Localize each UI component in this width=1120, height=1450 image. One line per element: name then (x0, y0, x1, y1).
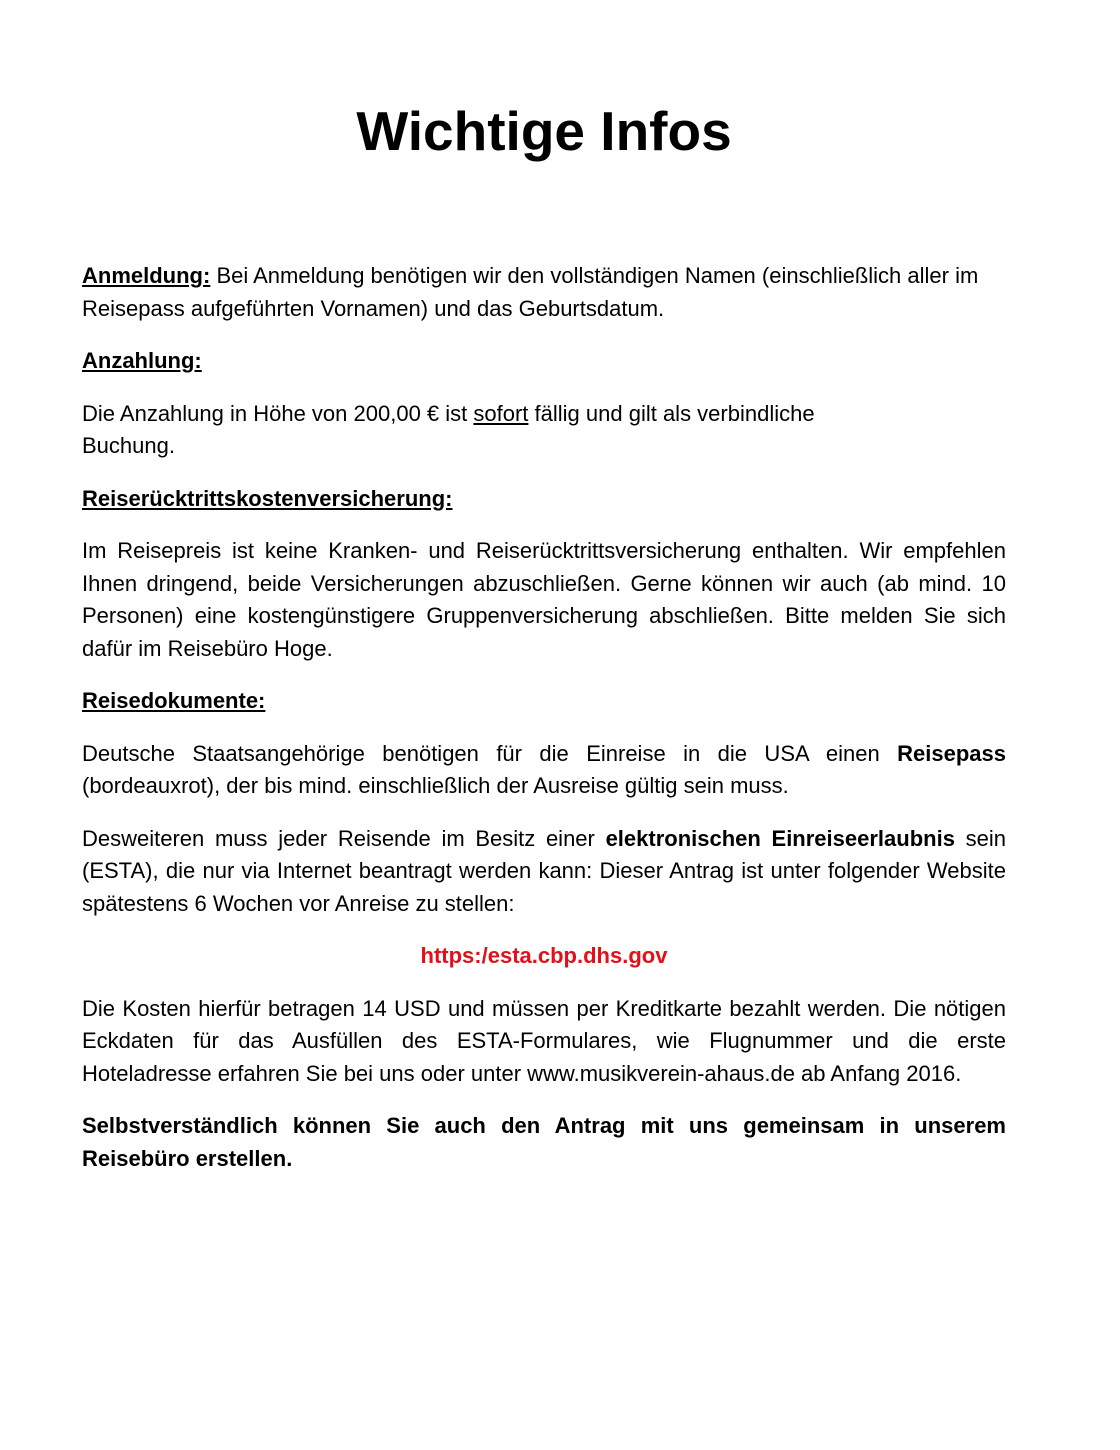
anzahlung-heading: Anzahlung: (82, 348, 202, 373)
reisepass-text-after: (bordeauxrot), der bis mind. einschließlich der Ausreise gültig sein muss. (82, 773, 789, 798)
anmeldung-text: Bei Anmeldung benötigen wir den vollständigen Namen (einschließlich aller im Reisepass aufgeführten Vornamen) und das Geburtsdatum. (82, 263, 979, 321)
esta-bold: elektronischen Einreiseerlaubnis (605, 825, 955, 851)
kosten-paragraph: Die Kosten hierfür betragen 14 USD und müssen per Kreditkarte bezahlt werden. Die nötigen Eckdaten für das Ausfüllen des ESTA-Formulares, wie Flugnummer und die erste Hoteladresse erfahren Sie bei uns oder unter www.musikverein-ahaus.de ab Anfang 2016. (82, 995, 1006, 1086)
document-body (82, 260, 1006, 1175)
anmeldung-heading: Anmeldung: (82, 263, 211, 288)
versicherung-paragraph: Im Reisepreis ist keine Kranken- und Reiserücktrittsversicherung enthalten. Wir empfehlen Ihnen dringend, beide Versicherungen abzuschließen. Gerne können wir auch (ab mind. 10 Personen) eine kostengünstigere Gruppenversicherung abschließen. Bitte melden Sie sich dafür im Reisebüro Hoge. (82, 538, 1006, 661)
reisedokumente-heading: Reisedokumente: (82, 688, 266, 713)
page-title: Wichtige Infos (356, 100, 732, 162)
esta-url-link[interactable]: https:/esta.cbp.dhs.gov (420, 943, 668, 968)
esta-paragraph (82, 823, 1006, 921)
anmeldung-paragraph (82, 260, 1006, 325)
closing-paragraph: Selbstverständlich können Sie auch den Antrag mit uns gemeinsam in unserem Reisebüro erstellen. (82, 1113, 1006, 1171)
esta-text-after: sein (ESTA), die nur via Internet beantragt werden kann: Dieser Antrag ist unter folgender Website spätestens 6 Wochen vor Anreise zu stellen: (82, 825, 1006, 916)
reisepass-text-before: Deutsche Staatsangehörige benötigen für die Einreise in die USA einen (82, 740, 898, 766)
reisepass-bold: Reisepass (897, 740, 1006, 766)
anzahlung-text-after: fällig und gilt als verbindliche Buchung. (82, 400, 815, 458)
anzahlung-text-before: Die Anzahlung in Höhe von 200,00 € ist (82, 400, 474, 426)
reisepass-paragraph (82, 738, 1006, 803)
esta-text-before: Desweiteren muss jeder Reisende im Besitz einer (82, 825, 606, 851)
versicherung-heading: Reiserücktrittskostenversicherung: (82, 485, 453, 511)
anzahlung-sofort: sofort (473, 400, 529, 426)
anzahlung-paragraph (82, 398, 912, 463)
